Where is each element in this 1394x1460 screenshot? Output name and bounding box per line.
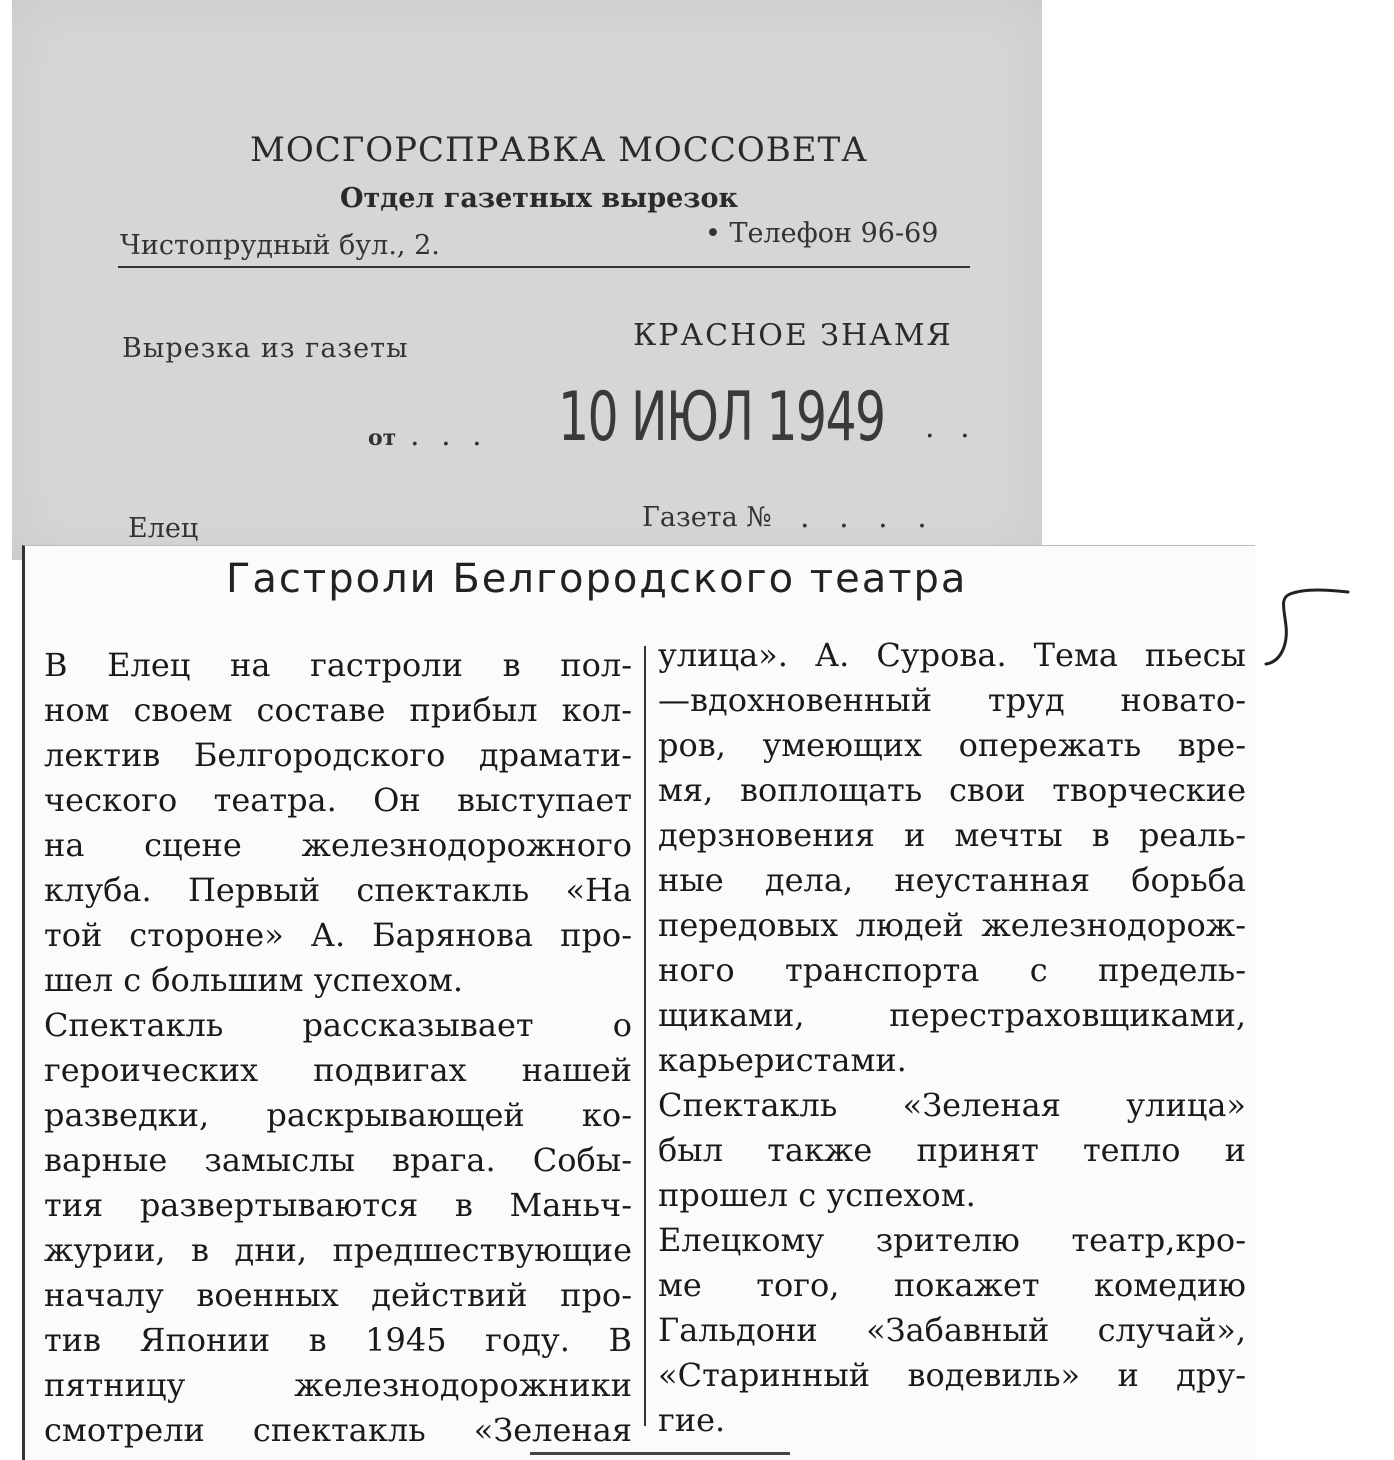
city: Елец: [128, 513, 199, 544]
article-line: Спектакль «Зеленая улица»: [658, 1086, 1246, 1124]
article-line: передовых людей железнодорож-: [658, 906, 1246, 944]
article-line: гие.: [658, 1401, 726, 1439]
phone: • Телефон 96-69: [705, 218, 939, 249]
bottom-divider: [530, 1452, 790, 1455]
from-label: от: [368, 425, 397, 451]
handwritten-mark-icon: [1258, 586, 1358, 676]
article-line: пятницу железнодорожники: [44, 1366, 632, 1404]
article-line: на сцене железнодорожного: [44, 826, 632, 864]
clipping-service-header: [12, 0, 1042, 560]
article-line: клуба. Первый спектакль «На: [44, 871, 632, 909]
article-line: был также принят тепло и: [658, 1131, 1246, 1169]
address: Чистопрудный бул., 2.: [120, 230, 440, 261]
article-line: Спектакль рассказывает о: [44, 1006, 632, 1044]
article-line: «Старинный водевиль» и дру-: [658, 1356, 1246, 1394]
date-dots: . .: [925, 410, 978, 445]
column-divider: [644, 646, 646, 1426]
header-divider: [118, 266, 970, 268]
article-line: журии, в дни, предшествующие: [44, 1231, 632, 1269]
article-line: ном своем составе прибыл кол-: [44, 691, 632, 729]
clip-label: Вырезка из газеты: [122, 333, 409, 364]
article-line: началу военных действий про-: [44, 1276, 632, 1314]
article-line: ного транспорта с предель-: [658, 951, 1246, 989]
article-column-left: [44, 643, 632, 1453]
department-name: Отдел газетных вырезок: [340, 183, 738, 214]
article-line: В Елец на гастроли в пол-: [44, 646, 632, 684]
article-line: ров, умеющих опережать вре-: [658, 726, 1246, 764]
article-line: дерзновения и мечты в реаль-: [658, 816, 1246, 854]
article-line: разведки, раскрывающей ко-: [44, 1096, 632, 1134]
article-line: варные замыслы врага. Собы-: [44, 1141, 632, 1179]
article-line: мя, воплощать свои творческие: [658, 771, 1246, 809]
article-line: улица». А. Сурова. Тема пьесы: [658, 636, 1246, 674]
article-line: карьеристами.: [658, 1041, 907, 1079]
from-dots: . . .: [410, 418, 488, 453]
clipping-left-edge: [22, 640, 24, 1440]
issue-dots: . . . .: [800, 500, 937, 535]
article-line: —вдохновенный труд новато-: [658, 681, 1246, 719]
article-line: ческого театра. Он выступает: [44, 781, 632, 819]
article-line: шел с большим успехом.: [44, 961, 464, 999]
issue-label: Газета №: [642, 502, 772, 533]
article-line: Елецкому зрителю театр,кро-: [658, 1221, 1246, 1259]
article-line: ные дела, неустанная борьба: [658, 861, 1246, 899]
article-line: прошел с успехом.: [658, 1176, 976, 1214]
newspaper-name: КРАСНОЕ ЗНАМЯ: [633, 318, 953, 353]
organization-name: МОСГОРСПРАВКА МОССОВЕТА: [250, 130, 868, 170]
article-line: героических подвигах нашей: [44, 1051, 632, 1089]
article-column-right: [658, 633, 1246, 1443]
article-line: смотрели спектакль «Зеленая: [44, 1411, 632, 1449]
article-line: Гальдони «Забавный случай»,: [658, 1311, 1246, 1349]
article-line: щиками, перестраховщиками,: [658, 996, 1246, 1034]
article-line: тия развертываются в Маньч-: [44, 1186, 632, 1224]
article-line: ме того, покажет комедию: [658, 1266, 1246, 1304]
date-stamp: 10 ИЮЛ 1949: [558, 378, 885, 457]
article-line: тив Японии в 1945 году. В: [44, 1321, 632, 1359]
article-headline: Гастроли Белгородского театра: [226, 556, 968, 602]
article-line: лектив Белгородского драмати-: [44, 736, 632, 774]
article-line: той стороне» А. Барянова про-: [44, 916, 632, 954]
